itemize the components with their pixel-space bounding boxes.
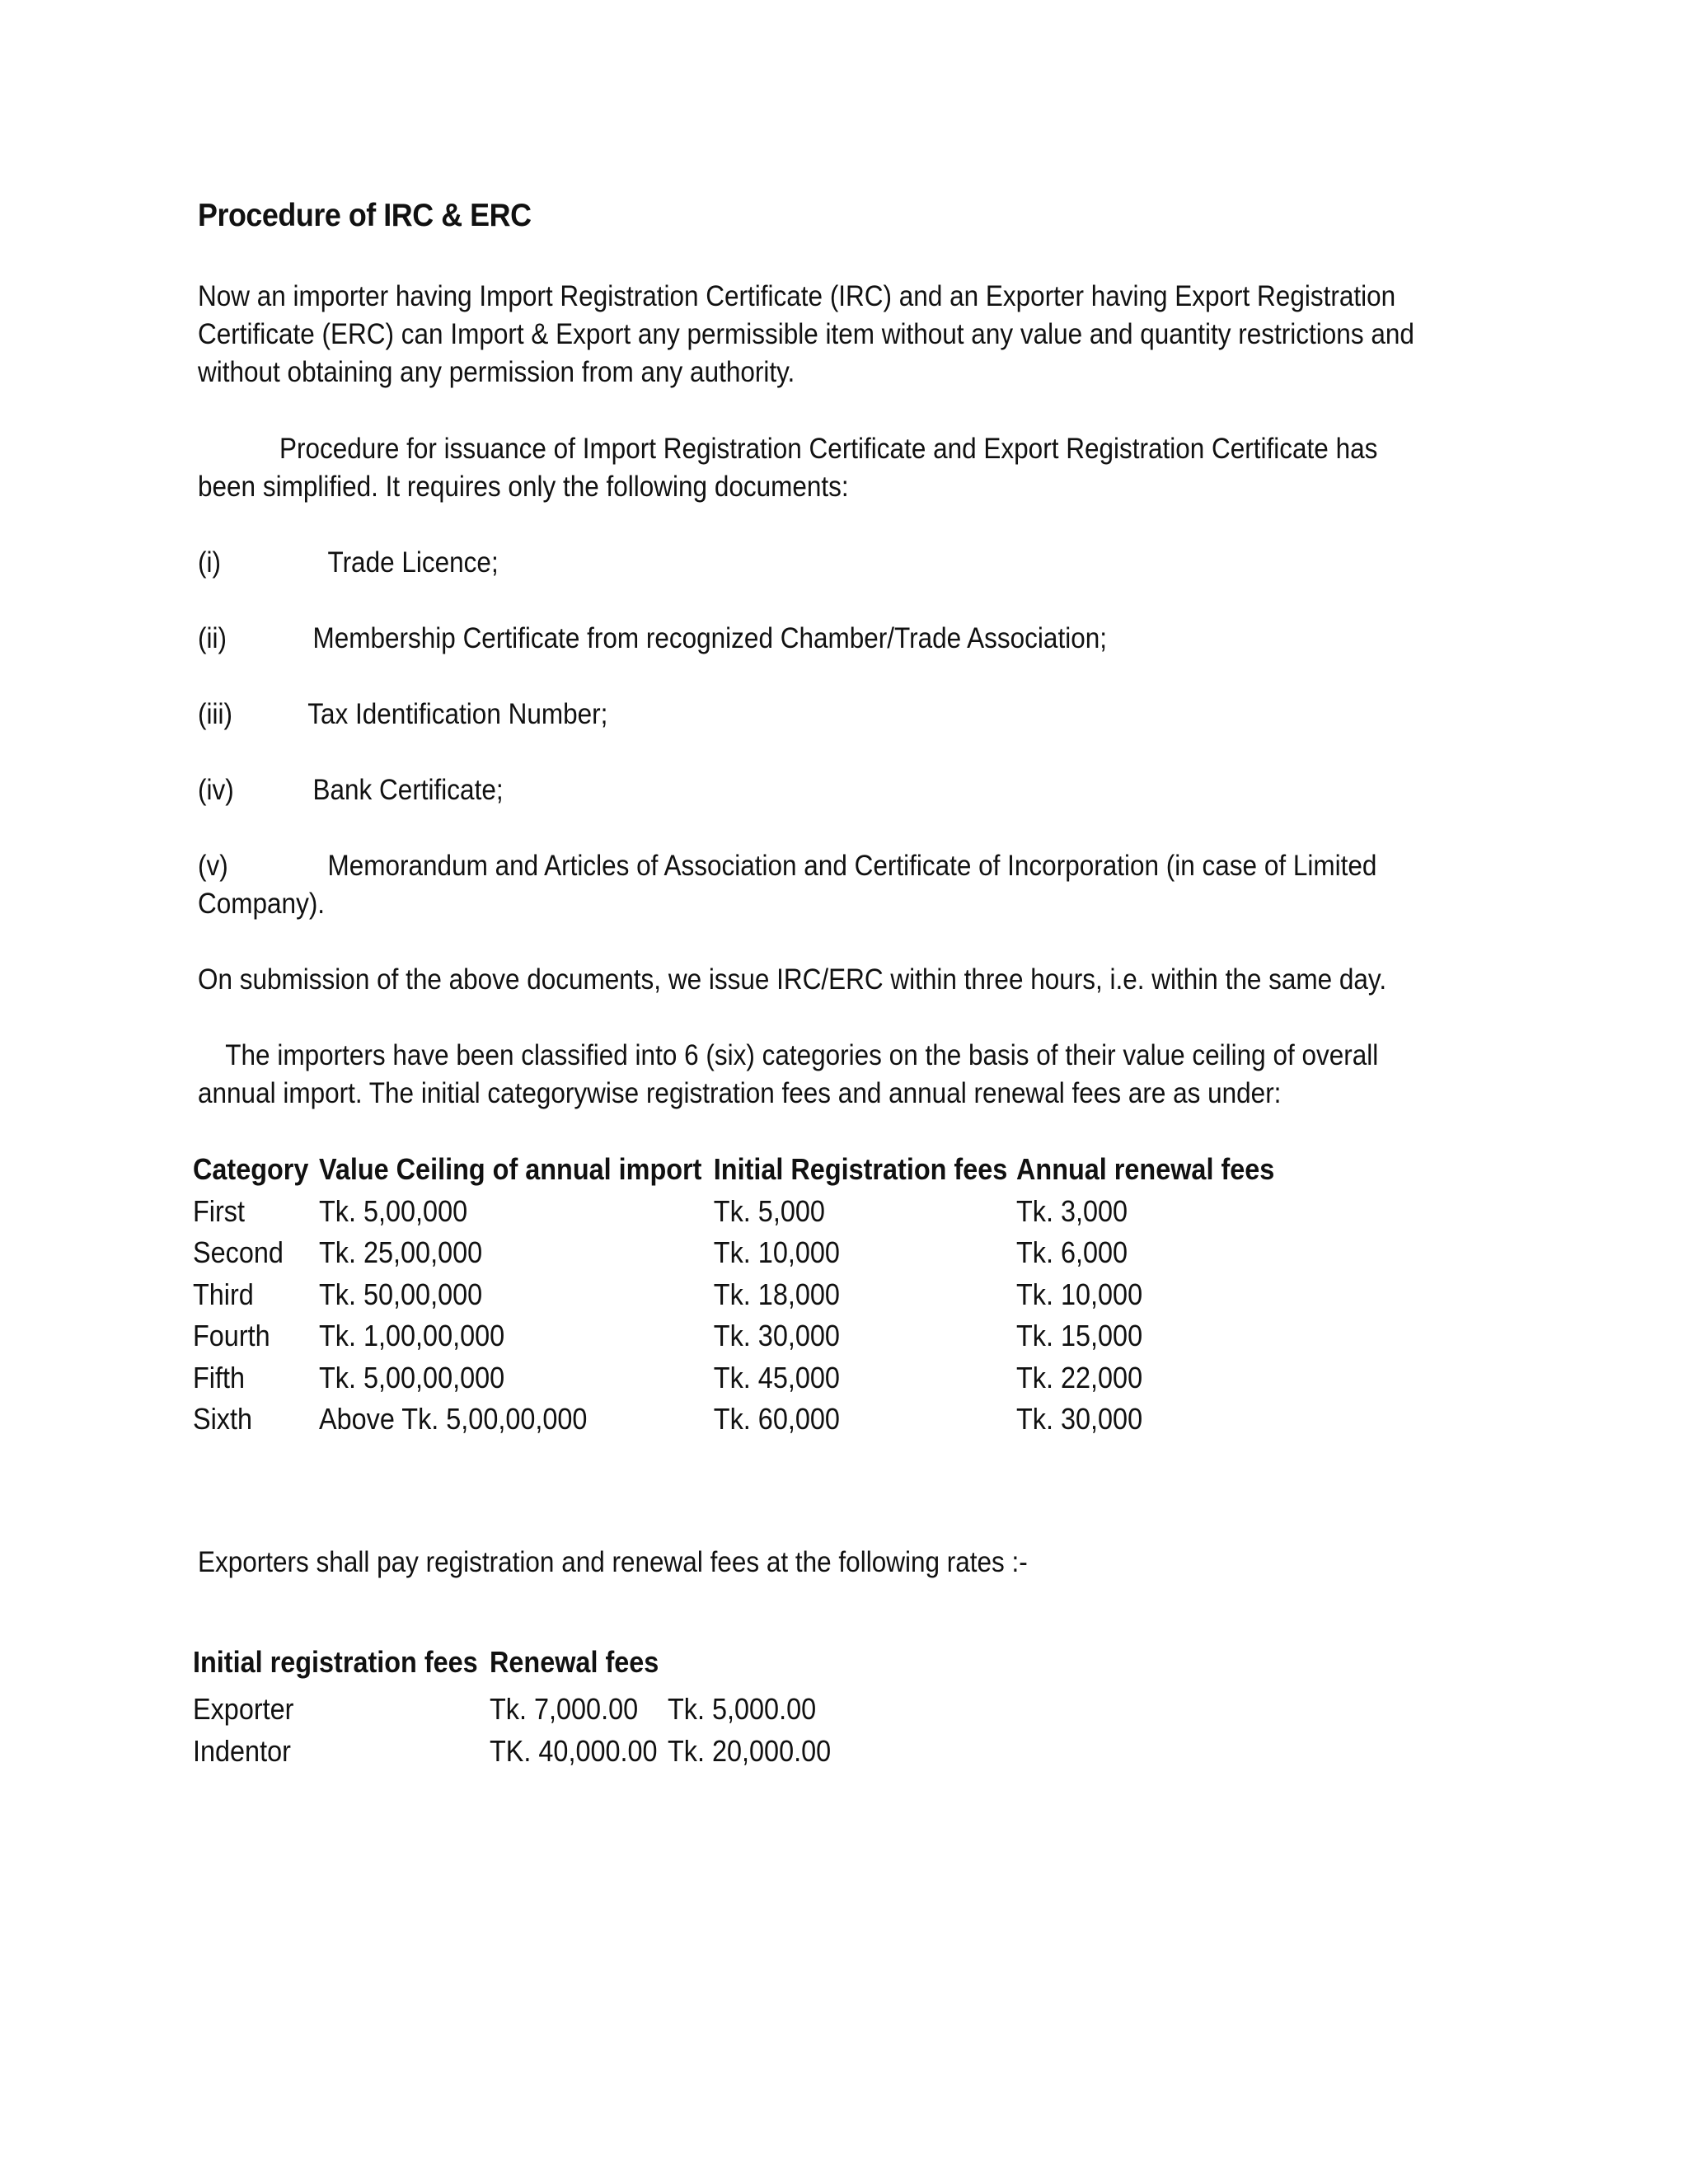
document-text: Memorandum and Articles of Association and Certificate of Incorporation (in case of Limited [327, 850, 1377, 882]
classification-line: The importers have been classified into 6 (six) categories on the basis of their value ceiling of overall [225, 1039, 1379, 1071]
procedure-paragraph [198, 430, 1400, 506]
type-cell: Indentor [193, 1733, 291, 1768]
column-header-category: Category [193, 1152, 309, 1187]
initial-fee-cell: Tk. 10,000 [713, 1235, 840, 1270]
table-header-row [193, 1149, 1298, 1191]
initial-fee-cell: Tk. 7,000.00 [490, 1692, 639, 1727]
renewal-fee-cell: Tk. 3,000 [1016, 1193, 1128, 1228]
document-item [198, 544, 499, 582]
exporter-fees-table [193, 1636, 846, 1772]
renewal-fee-cell: Tk. 30,000 [1016, 1402, 1143, 1436]
renewal-fee-cell: Tk. 10,000 [1016, 1277, 1143, 1311]
document-text: Bank Certificate; [312, 774, 504, 806]
category-cell: Fourth [193, 1319, 270, 1353]
procedure-line: been simplified. It requires only the following documents: [198, 471, 849, 503]
document-number: (iv) [198, 774, 234, 806]
initial-fee-cell: TK. 40,000.00 [490, 1733, 658, 1768]
document-text: Trade Licence; [327, 546, 499, 579]
category-cell: Third [193, 1277, 254, 1311]
column-header-renewal-fees: Annual renewal fees [1016, 1152, 1275, 1187]
importer-fees-table [193, 1149, 1298, 1441]
value-ceiling-cell: Tk. 50,00,000 [319, 1277, 483, 1311]
intro-line: Certificate (ERC) can Import & Export any permissible item without any value and quantity restrictions and [198, 318, 1414, 350]
intro-line: without obtaining any permission from any authority. [198, 356, 795, 388]
table-row [193, 1232, 1298, 1274]
intro-line: Now an importer having Import Registration Certificate (IRC) and an Exporter having Export Registration [198, 280, 1396, 312]
document-number: (iii) [198, 698, 232, 730]
intro-paragraph [198, 278, 1414, 391]
table-row [193, 1315, 1298, 1357]
renewal-fee-cell: Tk. 6,000 [1016, 1235, 1128, 1270]
classification-paragraph [198, 1037, 1400, 1113]
category-cell: Second [193, 1235, 284, 1270]
initial-fee-cell: Tk. 5,000 [713, 1193, 825, 1228]
value-ceiling-cell: Tk. 5,00,00,000 [319, 1360, 505, 1394]
initial-fee-cell: Tk. 60,000 [713, 1402, 840, 1436]
column-header-initial-fees: Initial Registration fees [713, 1152, 1008, 1187]
procedure-line: Procedure for issuance of Import Registration Certificate and Export Registration Certificate has [279, 433, 1378, 465]
initial-fee-cell: Tk. 18,000 [713, 1277, 840, 1311]
column-header-renewal-fees: Renewal fees [490, 1645, 659, 1679]
value-ceiling-cell: Tk. 25,00,000 [319, 1235, 483, 1270]
column-header-value-ceiling: Value Ceiling of annual import [319, 1152, 702, 1187]
table-row [193, 1689, 846, 1731]
table-row [193, 1274, 1298, 1316]
value-ceiling-cell: Tk. 5,00,000 [319, 1193, 468, 1228]
initial-fee-cell: Tk. 45,000 [713, 1360, 840, 1394]
table-row [193, 1399, 1298, 1441]
exporters-paragraph [198, 1544, 1400, 1582]
page-title: Procedure of IRC & ERC [198, 198, 532, 233]
table-row [193, 1191, 1298, 1233]
document-item [198, 847, 1376, 923]
renewal-fee-cell: Tk. 20,000.00 [668, 1733, 832, 1768]
document-text: Membership Certificate from recognized Chamber/Trade Association; [312, 622, 1107, 654]
category-cell: First [193, 1193, 245, 1228]
submission-paragraph [198, 961, 1400, 999]
classification-line: annual import. The initial categorywise registration fees and annual renewal fees are as under: [198, 1077, 1282, 1109]
category-cell: Sixth [193, 1402, 253, 1436]
document-text-continued: Company). [198, 888, 326, 920]
category-cell: Fifth [193, 1360, 246, 1394]
initial-fee-cell: Tk. 30,000 [713, 1319, 840, 1353]
renewal-fee-cell: Tk. 15,000 [1016, 1319, 1143, 1353]
exporters-line: Exporters shall pay registration and renewal fees at the following rates :- [198, 1546, 1028, 1578]
renewal-fee-cell: Tk. 5,000.00 [668, 1692, 817, 1727]
document-item [198, 620, 1107, 658]
document-number: (ii) [198, 622, 227, 654]
document-item [198, 771, 504, 809]
document-text: Tax Identification Number; [307, 698, 608, 730]
table-row [193, 1357, 1298, 1399]
table-header-row [193, 1636, 846, 1689]
value-ceiling-cell: Above Tk. 5,00,00,000 [319, 1402, 588, 1436]
document-number: (v) [198, 850, 228, 882]
column-header-initial-registration-fees: Initial registration fees [193, 1645, 478, 1679]
submission-line: On submission of the above documents, we issue IRC/ERC within three hours, i.e. within the same day. [198, 963, 1387, 996]
document-number: (i) [198, 546, 221, 579]
type-cell: Exporter [193, 1692, 294, 1727]
value-ceiling-cell: Tk. 1,00,00,000 [319, 1319, 505, 1353]
document-item [198, 696, 607, 733]
table-row [193, 1731, 846, 1773]
renewal-fee-cell: Tk. 22,000 [1016, 1360, 1143, 1394]
